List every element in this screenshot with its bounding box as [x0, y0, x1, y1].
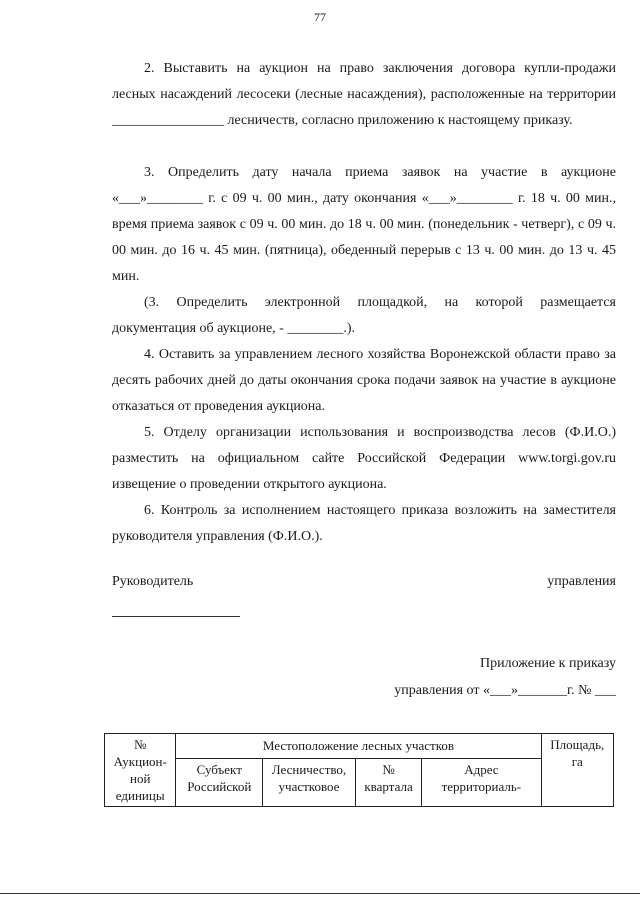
appendix-reference: управления от «___»_______г. № ___ — [394, 683, 616, 698]
table-subheader-row — [105, 758, 614, 806]
signature-department: управления — [547, 574, 616, 589]
paragraph-5: 5. Отделу организации использования и воспроизводства лесов (Ф.И.О.) разместить на официальном сайте Российской Федерации www.torgi.gov.ru извещение о проведении открытого аукциона. — [112, 425, 616, 492]
col-location: Местоположение лесных участков — [176, 734, 541, 759]
footer-rule — [0, 893, 640, 894]
paragraph-6: 6. Контроль за исполнением настоящего приказа возложить на заместителя руководителя управления (Ф.И.О.). — [112, 503, 616, 544]
col-address: Адрес территориаль- — [422, 758, 541, 806]
appendix-title: Приложение к приказу — [480, 656, 616, 671]
col-area: Площадь, га — [541, 734, 613, 807]
table-header-row — [105, 734, 614, 759]
paragraph-3-alt: (3. Определить электронной площадкой, на которой размещается документация об аукционе, - ________.). — [112, 295, 616, 336]
col-subject: Субъект Российской — [176, 758, 263, 806]
page-number: 77 — [314, 10, 326, 24]
col-auction-unit: № Аукцион-ной единицы — [105, 734, 176, 807]
paragraph-3: 3. Определить дату начала приема заявок на участие в аукционе «___»________ г. с 09 ч. 00 мин., дату окончания «___»________ г. 18 ч. 00 мин., время приема заявок с 09 ч. 00 мин. до 18 ч. 00 мин. (понедельник - четверг), с 09 ч. 00 мин. до 16 ч. 45 мин. (пятница), обеденный перерыв с 13 ч. 00 мин. до 13 ч. 45 мин. — [112, 165, 616, 284]
signature-line — [112, 616, 240, 617]
lots-table — [104, 733, 614, 807]
paragraph-2: 2. Выставить на аукцион на право заключения договора купли-продажи лесных насаждений лесосеки (лесные насаждения), расположенные на территории ________________ лесничеств, согласно приложению к настоящему приказу. — [112, 61, 616, 128]
col-forestry: Лесничество, участковое — [263, 758, 356, 806]
paragraph-4: 4. Оставить за управлением лесного хозяйства Воронежской области право за десять рабочих дней до даты окончания срока подачи заявок на участие в аукционе отказаться от проведения аукциона. — [112, 347, 616, 414]
col-quarter: № квартала — [355, 758, 421, 806]
signature-title: Руководитель — [112, 574, 194, 589]
